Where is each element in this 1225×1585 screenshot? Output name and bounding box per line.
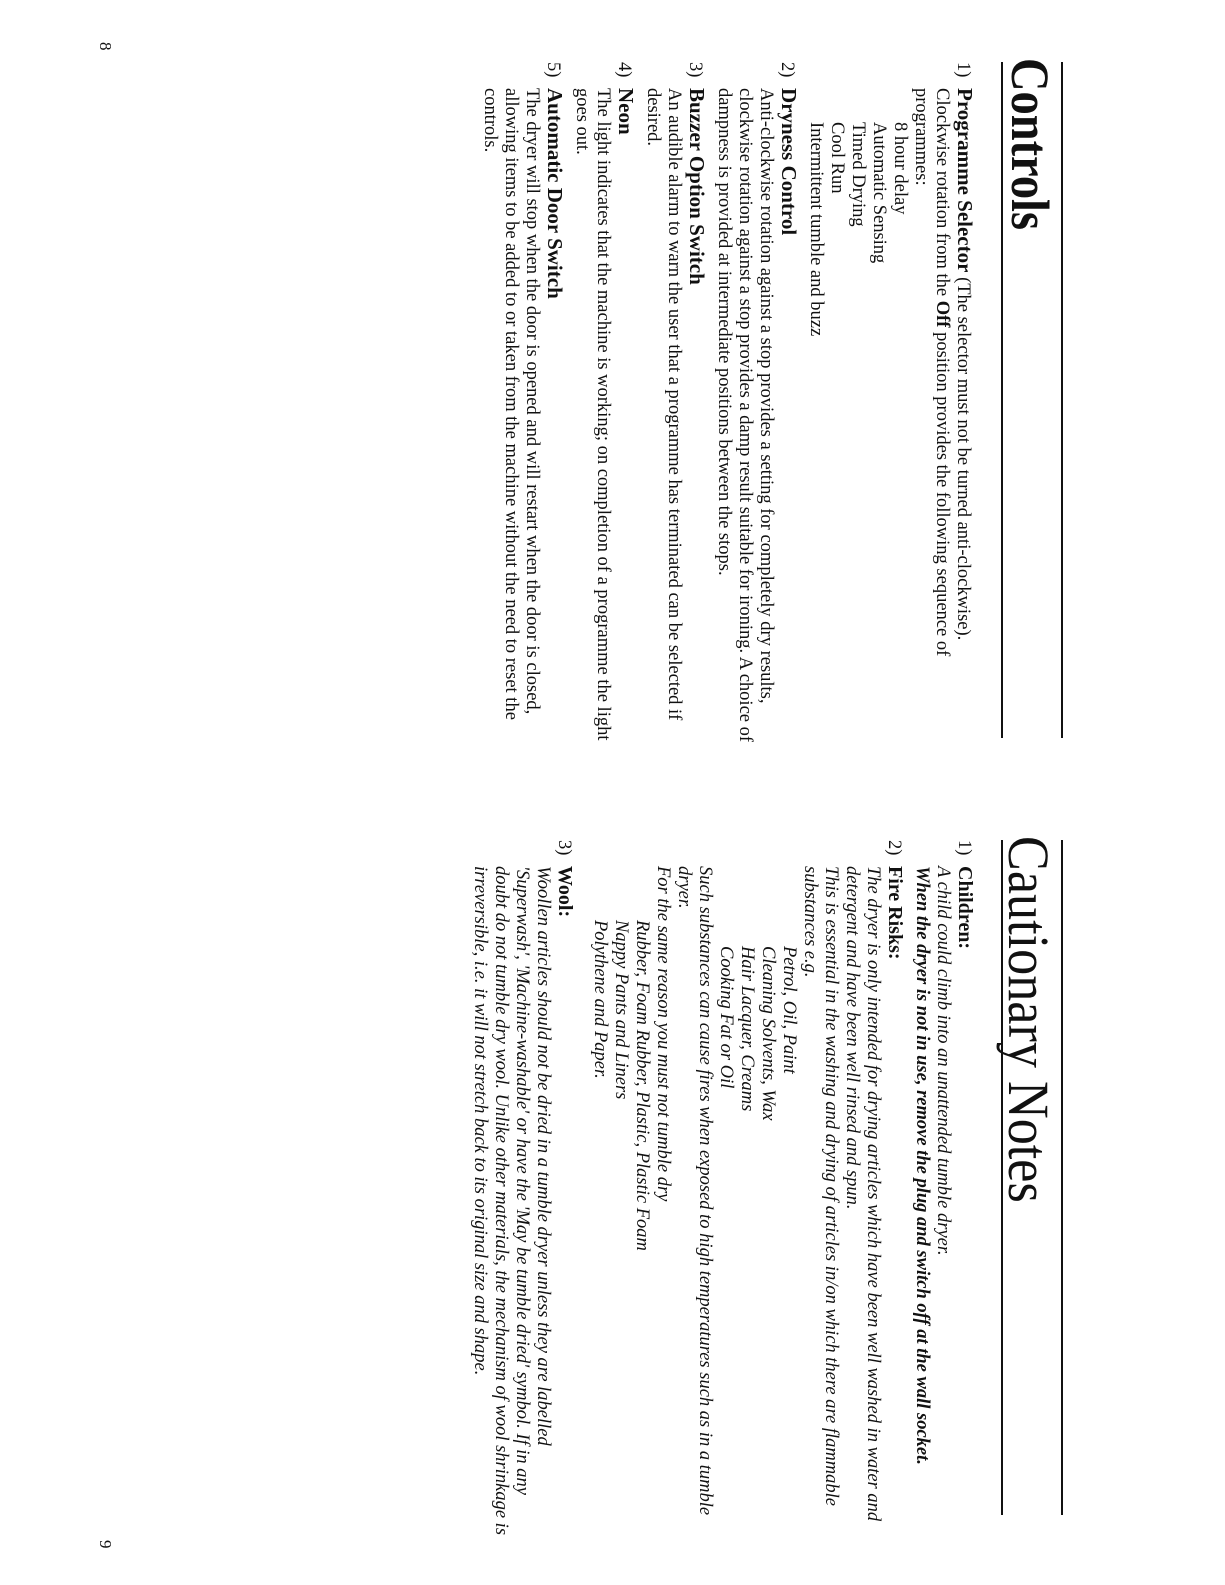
off-keyword: Off [932,300,952,328]
note-item-children [911,840,975,1540]
item-number: 2) [777,62,797,78]
controls-list [473,62,975,752]
control-item-buzzer-option-switch [642,62,707,752]
list-item: Rubber, Foam Rubber, Plastic, Plastic Foam [632,920,652,1251]
control-item-neon [571,62,636,752]
page-controls [0,0,1225,792]
control-item-dryness-control [713,62,799,752]
programme-list [805,122,910,752]
page-title: Cautionary Notes [996,836,1061,1203]
page-number: 9 [96,1540,115,1549]
list-item: Automatic Sensing [869,122,889,264]
item-body-suffix: position provides the following sequence of programmes: [911,88,952,657]
item-title: Neon [614,88,638,135]
note-item-fire-risks [589,840,905,1540]
item-body: The light indicates that the machine is working; on completion of a programme the light goes out. [572,88,613,741]
materials-list [589,920,652,1540]
item-title: Dryness Control [777,88,801,236]
list-item: Timed Drying [848,122,868,227]
item-title: Programme Selector [953,88,977,273]
item-number: 1) [953,62,973,78]
item-body: A child could climb into an unattended tumble dryer. [933,866,953,1256]
item-title: Children: [954,866,976,949]
list-item: Intermittent tumble and buzz [806,122,826,337]
item-title: Fire Risks: [884,866,906,960]
item-number: 5) [543,62,563,78]
page-number: 8 [96,42,115,51]
list-item: Cool Run [827,122,847,194]
item-body: The dryer will stop when the door is opened and will restart when the door is closed, allowing items to be added to or taken from the machine without the need to reset the controls. [480,88,542,720]
list-item: 8 hour delay [890,122,910,215]
item-body: This is essential in the washing and drying of articles in/on which there are flammable substances e.g. [800,866,841,1506]
item-body: Anti-clockwise rotation against a stop provides a setting for completely dry results, clockwise rotation against a stop provides a damp result suitable for ironing. A choice of dampness is provided at intermediate positions between the stops. [714,88,776,743]
item-number: 1) [954,840,974,856]
item-number: 3) [685,62,705,78]
title-rule-bottom [1001,840,1003,1515]
warning-text: When the dryer is not in use, remove the plug and switch off at the wall socket. [912,866,932,1465]
title-rule-bottom [1001,62,1003,738]
flammable-substances-list [715,946,799,1540]
list-item: Cooking Fat or Oil [716,946,736,1089]
item-body: Woollen articles should not be dried in a tumble dryer unless they are labelled 'Superwash', 'Machine-washable' or have the 'May be tumble dried' symbol. If in any doubt do not tumble dry wool. Unlike other materials, the mechanism of wool shrinkage is irreversible, i.e. it will not stretch back to its original size and shape. [470,866,553,1536]
title-rule-top [1061,62,1063,738]
list-item: Cleaning Solvents, Wax [758,946,778,1121]
item-number: 2) [884,840,904,856]
note-item-wool [469,840,575,1540]
page-cautionary-notes [0,800,1225,1585]
item-body: The dryer is only intended for drying articles which have been well washed in water and detergent and have been well rinsed and spun. [842,866,883,1522]
item-number: 4) [614,62,634,78]
list-item: Petrol, Oil, Paint [779,946,799,1074]
item-note: (The selector must not be turned anti-clockwise). [953,272,973,641]
page-title: Controls [1000,58,1060,231]
item-body: For the same reason you must not tumble dry [653,866,673,1202]
control-item-automatic-door-switch [479,62,565,752]
list-item: Polythene and Paper. [590,920,610,1079]
title-rule-top [1061,840,1063,1515]
item-title: Automatic Door Switch [543,88,567,299]
item-title: Wool: [554,866,576,918]
control-item-programme-selector [805,62,975,752]
list-item: Nappy Pants and Liners [611,920,631,1100]
item-body: Such substances can cause fires when exposed to high temperatures such as in a tumble dryer. [674,866,715,1516]
list-item: Hair Lacquer, Creams [737,946,757,1112]
item-body-prefix: Clockwise rotation from the [932,88,952,301]
item-title: Buzzer Option Switch [685,88,709,285]
item-number: 3) [554,840,574,856]
item-body: An audible alarm to warn the user that a programme has terminated can be selected if desired. [643,88,684,721]
cautionary-notes-list [463,840,975,1540]
